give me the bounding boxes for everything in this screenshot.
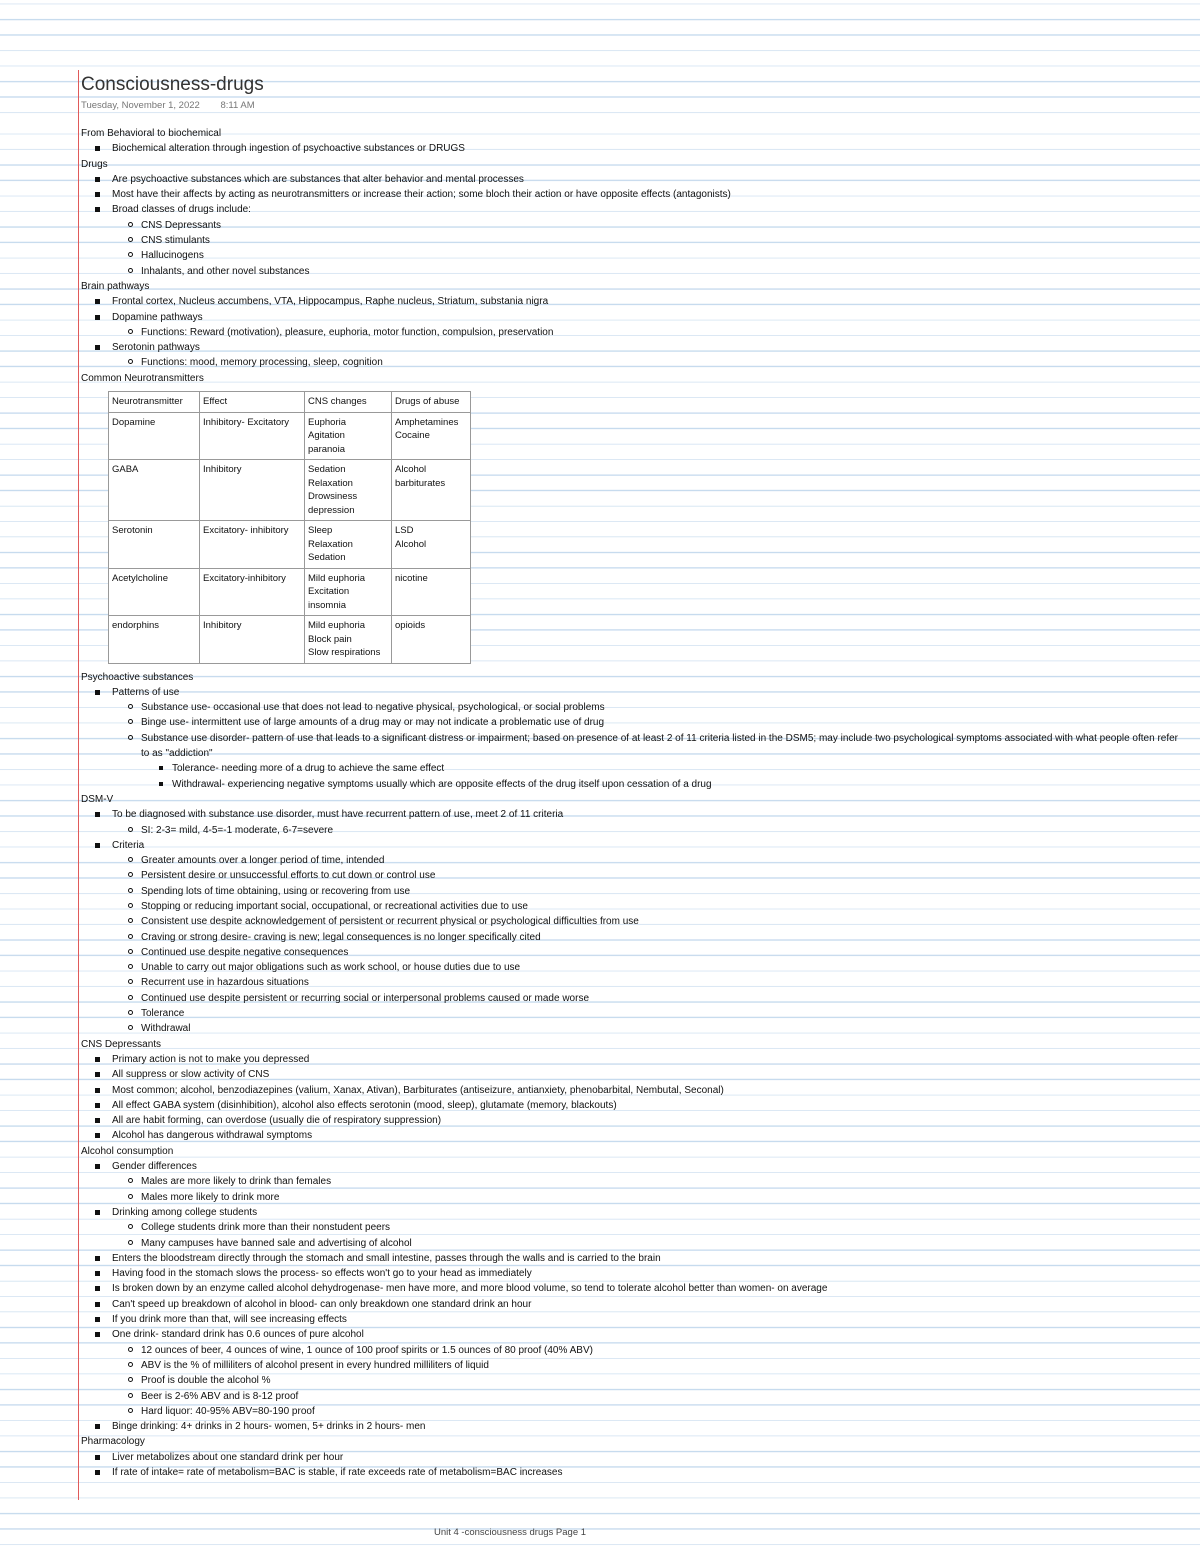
sub-bullet-item: CNS Depressants (81, 218, 1181, 233)
sub-bullet-item: Binge use- intermittent use of large amounts of a drug may or may not indicate a problematic use of drug (81, 715, 1181, 730)
section-heading: Psychoactive substances (81, 671, 194, 683)
table-row (109, 568, 471, 616)
sub-bullet-item: Persistent desire or unsuccessful efforts to cut down or control use (81, 868, 1181, 883)
sub-bullet-item: Hallucinogens (81, 248, 1181, 263)
bullet-item: Binge drinking: 4+ drinks in 2 hours- women, 5+ drinks in 2 hours- men (81, 1419, 1181, 1434)
bullet-item: All suppress or slow activity of CNS (81, 1067, 1181, 1082)
bullet-item: Criteria (81, 838, 1181, 853)
sub-bullet-item: Greater amounts over a longer period of time, intended (81, 853, 1181, 868)
bullet-item: To be diagnosed with substance use disorder, must have recurrent pattern of use, meet 2 of 11 criteria (81, 807, 1181, 822)
sub-bullet-item: Substance use- occasional use that does not lead to negative physical, psychological, or social problems (81, 700, 1181, 715)
table-cell: Serotonin (109, 521, 200, 569)
sub-bullet-item: Consistent use despite acknowledgement of persistent or recurrent physical or psychological difficulties from use (81, 914, 1181, 929)
page-meta (81, 98, 1181, 126)
sub-bullet-item: Withdrawal (81, 1021, 1181, 1036)
bullet-item: Alcohol has dangerous withdrawal symptoms (81, 1128, 1181, 1143)
table-header-cell: Effect (200, 392, 305, 413)
table-cell: Dopamine (109, 412, 200, 460)
table-cell: Mild euphoria Excitation insomnia (305, 568, 392, 616)
table-cell: Amphetamines Cocaine (392, 412, 471, 460)
sub-bullet-item: Substance use disorder- pattern of use that leads to a significant distress or impairment; based on presence of at least 2 of 11 criteria listed in the DSM5; may include two psychological symptoms associated with what people often refer to as "addiction" (81, 731, 1181, 762)
bullet-item: Drinking among college students (81, 1205, 1181, 1220)
sub-bullet-item: SI: 2-3= mild, 4-5=-1 moderate, 6-7=severe (81, 823, 1181, 838)
section-heading: CNS Depressants (81, 1038, 162, 1050)
table-row (109, 460, 471, 521)
bullet-item: Most have their affects by acting as neurotransmitters or increase their action; some bloch their action or have opposite effects (antagonists) (81, 187, 1181, 202)
table-header-cell: Neurotransmitter (109, 392, 200, 413)
sub-bullet-item: Craving or strong desire- craving is new; legal consequences is no longer specifically cited (81, 930, 1181, 945)
bullet-item: Having food in the stomach slows the process- so effects won't go to your head as immediately (81, 1266, 1181, 1281)
bullet-item: Gender differences (81, 1159, 1181, 1174)
bullet-item: Can't speed up breakdown of alcohol in blood- can only breakdown one standard drink an hour (81, 1297, 1181, 1312)
table-cell: Excitatory- inhibitory (200, 521, 305, 569)
neurotransmitter-table (108, 391, 471, 664)
bullet-item: Patterns of use (81, 685, 1181, 700)
page-margin-line (78, 70, 79, 1500)
sub-sub-bullet-item: Withdrawal- experiencing negative symptoms usually which are opposite effects of the drug itself upon cessation of a drug (81, 777, 1181, 792)
section-heading: Brain pathways (81, 280, 150, 292)
sub-bullet-item: Recurrent use in hazardous situations (81, 975, 1181, 990)
sub-bullet-item: 12 ounces of beer, 4 ounces of wine, 1 ounce of 100 proof spirits or 1.5 ounces of 80 proof (40% ABV) (81, 1343, 1181, 1358)
table-cell: opioids (392, 616, 471, 664)
table-cell: Mild euphoria Block pain Slow respirations (305, 616, 392, 664)
table-cell: nicotine (392, 568, 471, 616)
table-row (109, 412, 471, 460)
bullet-item: Enters the bloodstream directly through the stomach and small intestine, passes through the walls and is carried to the brain (81, 1251, 1181, 1266)
footer-text: Unit 4 -consciousness drugs Page 1 (433, 1527, 587, 1538)
section-heading: Common Neurotransmitters (81, 372, 204, 384)
table-header-cell: Drugs of abuse (392, 392, 471, 413)
bullet-item: Most common; alcohol, benzodiazepines (valium, Xanax, Ativan), Barbiturates (antiseizure, antianxiety, phenobarbital, Nembutal, Seconal) (81, 1083, 1181, 1098)
sub-bullet-item: Males are more likely to drink than females (81, 1174, 1181, 1189)
sub-sub-bullet-item: Tolerance- needing more of a drug to achieve the same effect (81, 761, 1181, 776)
sub-bullet-item: Unable to carry out major obligations such as work school, or house duties due to use (81, 960, 1181, 975)
table-cell: Inhibitory (200, 460, 305, 521)
page-footer (0, 1527, 1200, 1538)
sub-bullet-item: Functions: Reward (motivation), pleasure, euphoria, motor function, compulsion, preservation (81, 325, 1181, 340)
bullet-item: All are habit forming, can overdose (usually die of respiratory suppression) (81, 1113, 1181, 1128)
sub-bullet-item: ABV is the % of milliliters of alcohol present in every hundred milliliters of liquid (81, 1358, 1181, 1373)
sub-bullet-item: Males more likely to drink more (81, 1190, 1181, 1205)
table-cell: Sedation Relaxation Drowsiness depression (305, 460, 392, 521)
note-body (81, 126, 1181, 1480)
table-row (109, 521, 471, 569)
table-header-row (109, 392, 471, 413)
section-heading: DSM-V (81, 793, 114, 805)
section-heading: Alcohol consumption (81, 1145, 174, 1157)
section-heading: Drugs (81, 158, 108, 170)
bullet-item: Broad classes of drugs include: (81, 202, 1181, 217)
bullet-item: Is broken down by an enzyme called alcohol dehydrogenase- men have more, and more blood volume, so tend to tolerate alcohol better than women- on average (81, 1281, 1181, 1296)
bullet-item: Serotonin pathways (81, 340, 1181, 355)
sub-bullet-item: Functions: mood, memory processing, sleep, cognition (81, 355, 1181, 370)
sub-bullet-item: CNS stimulants (81, 233, 1181, 248)
sub-bullet-item: Inhalants, and other novel substances (81, 264, 1181, 279)
page-title: Consciousness-drugs (81, 74, 264, 95)
page-time: 8:11 AM (220, 100, 255, 111)
table-cell: Inhibitory (200, 616, 305, 664)
page-date: Tuesday, November 1, 2022 (81, 100, 200, 111)
bullet-item: If you drink more than that, will see increasing effects (81, 1312, 1181, 1327)
sub-bullet-item: Beer is 2-6% ABV and is 8-12 proof (81, 1389, 1181, 1404)
table-cell: Euphoria Agitation paranoia (305, 412, 392, 460)
sub-bullet-item: Tolerance (81, 1006, 1181, 1021)
bullet-item: Frontal cortex, Nucleus accumbens, VTA, Hippocampus, Raphe nucleus, Striatum, substania nigra (81, 294, 1181, 309)
bullet-item: Are psychoactive substances which are substances that alter behavior and mental processes (81, 172, 1181, 187)
sub-bullet-item: Stopping or reducing important social, occupational, or recreational activities due to use (81, 899, 1181, 914)
table-cell: endorphins (109, 616, 200, 664)
sub-bullet-item: Continued use despite persistent or recurring social or interpersonal problems caused or made worse (81, 991, 1181, 1006)
bullet-item: If rate of intake= rate of metabolism=BAC is stable, if rate exceeds rate of metabolism=BAC increases (81, 1465, 1181, 1480)
table-cell: GABA (109, 460, 200, 521)
table-cell: Acetylcholine (109, 568, 200, 616)
table-cell: Sleep Relaxation Sedation (305, 521, 392, 569)
sub-bullet-item: Proof is double the alcohol % (81, 1373, 1181, 1388)
sub-bullet-item: Hard liquor: 40-95% ABV=80-190 proof (81, 1404, 1181, 1419)
table-row (109, 616, 471, 664)
sub-bullet-item: Many campuses have banned sale and advertising of alcohol (81, 1236, 1181, 1251)
section-heading: From Behavioral to biochemical (81, 128, 222, 139)
table-cell: Alcohol barbiturates (392, 460, 471, 521)
bullet-item: Dopamine pathways (81, 310, 1181, 325)
table-header-cell: CNS changes (305, 392, 392, 413)
sub-bullet-item: Spending lots of time obtaining, using or recovering from use (81, 884, 1181, 899)
table-cell: LSD Alcohol (392, 521, 471, 569)
bullet-item: Liver metabolizes about one standard drink per hour (81, 1450, 1181, 1465)
bullet-item: Primary action is not to make you depressed (81, 1052, 1181, 1067)
table-cell: Inhibitory- Excitatory (200, 412, 305, 460)
section-heading: Pharmacology (81, 1436, 145, 1448)
bullet-item: Biochemical alteration through ingestion of psychoactive substances or DRUGS (81, 141, 1181, 156)
bullet-item: One drink- standard drink has 0.6 ounces of pure alcohol (81, 1327, 1181, 1342)
sub-bullet-item: College students drink more than their nonstudent peers (81, 1220, 1181, 1235)
sub-bullet-item: Continued use despite negative consequences (81, 945, 1181, 960)
table-cell: Excitatory-inhibitory (200, 568, 305, 616)
note-page (81, 72, 1181, 1480)
bullet-item: All effect GABA system (disinhibition), alcohol also effects serotonin (mood, sleep), glutamate (memory, blackouts) (81, 1098, 1181, 1113)
